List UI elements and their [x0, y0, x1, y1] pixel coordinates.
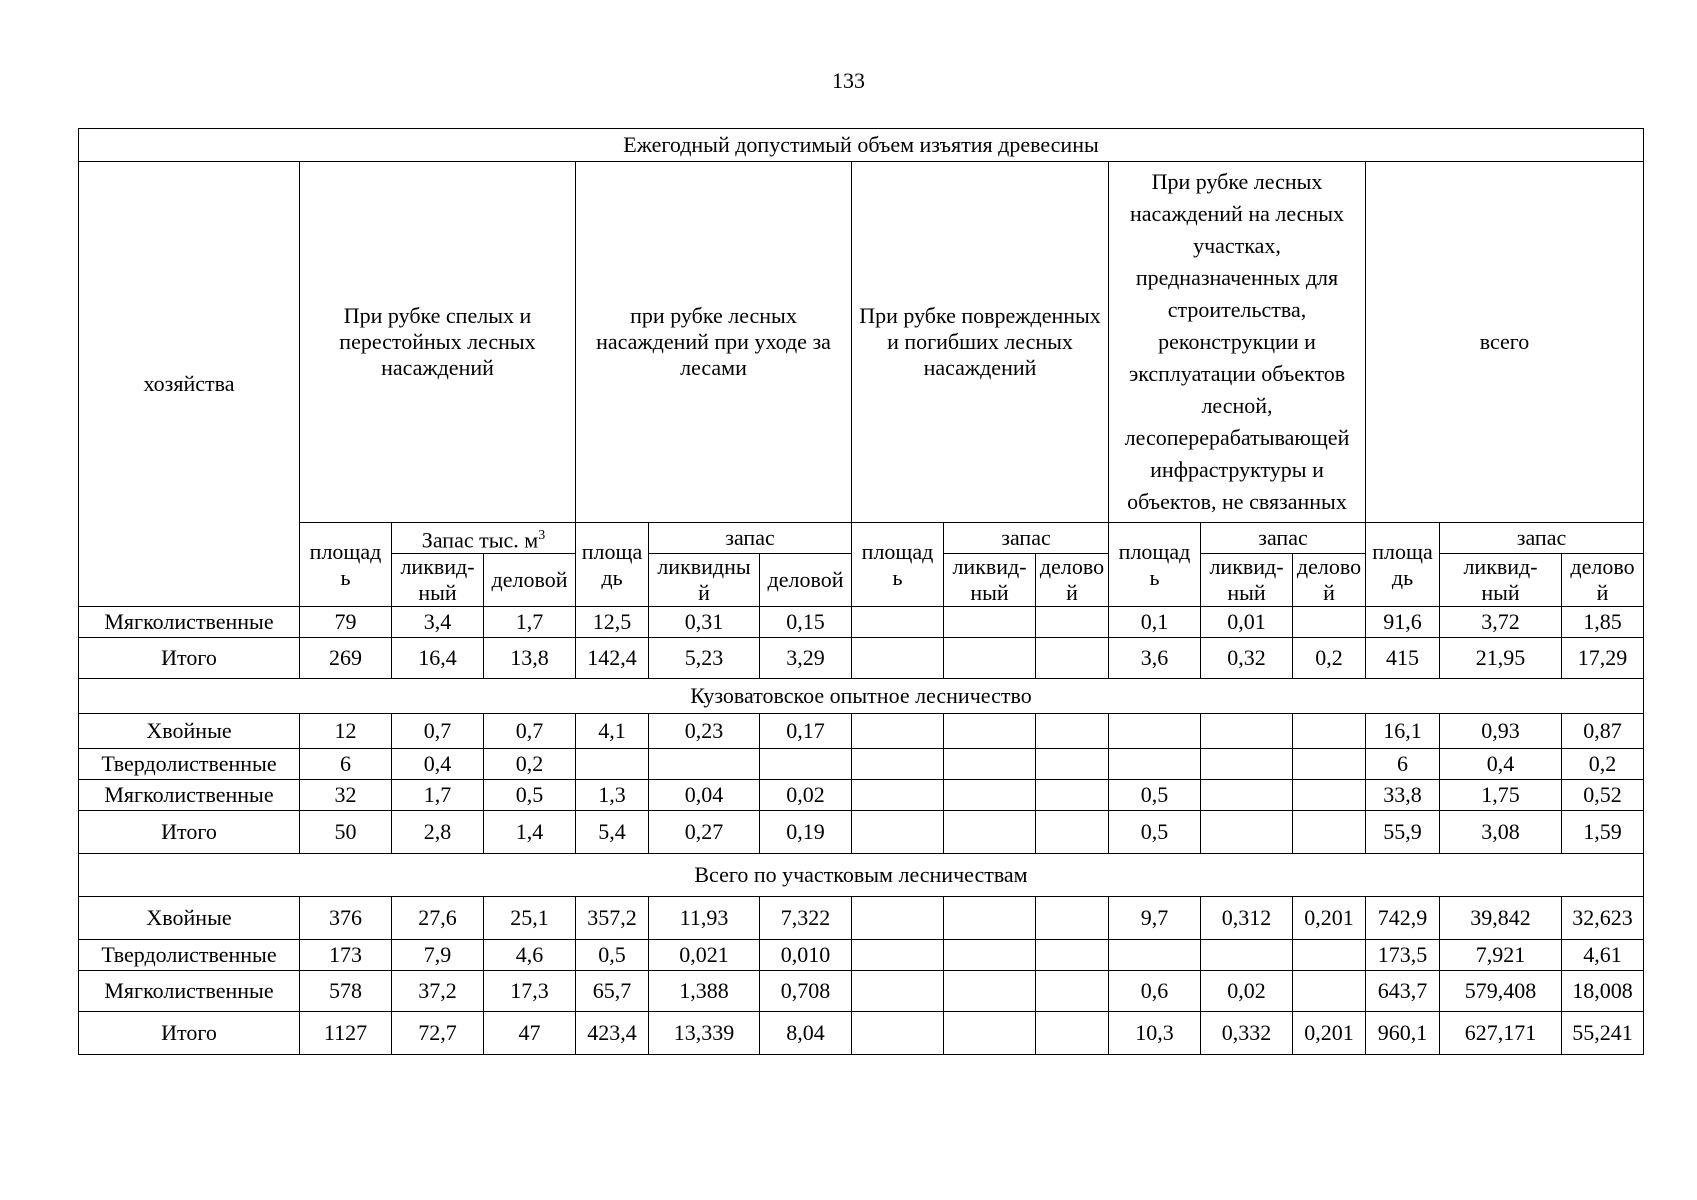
table-cell: [1036, 1012, 1109, 1055]
table-cell: 50: [300, 811, 392, 854]
table-cell: 13,8: [484, 638, 576, 679]
table-cell: 0,23: [649, 714, 760, 749]
table-cell: [1293, 749, 1366, 780]
table-cell: 0,01: [1201, 607, 1293, 638]
table-cell: 0,708: [760, 971, 852, 1012]
business-header: делово й: [1036, 554, 1109, 607]
table-cell: 7,322: [760, 897, 852, 940]
table-cell: 0,7: [484, 714, 576, 749]
row-label: Итого: [79, 1012, 300, 1055]
table-cell: 33,8: [1366, 780, 1440, 811]
table-cell: [1036, 749, 1109, 780]
table-cell: 79: [300, 607, 392, 638]
table-cell: [1293, 780, 1366, 811]
table-cell: [1036, 607, 1109, 638]
table-cell: 6: [300, 749, 392, 780]
liquid-header: ликвид- ный: [944, 554, 1036, 607]
liquid-header: ликвид- ный: [1201, 554, 1293, 607]
table-cell: [1036, 638, 1109, 679]
table-cell: [1201, 940, 1293, 971]
table-cell: 0,332: [1201, 1012, 1293, 1055]
table-row: [79, 940, 1644, 971]
table-cell: 0,87: [1562, 714, 1644, 749]
table-cell: [944, 780, 1036, 811]
table-cell: 10,3: [1109, 1012, 1201, 1055]
timber-harvest-table: [78, 128, 1644, 1055]
table-cell: 1,85: [1562, 607, 1644, 638]
row-label: Мягколиственные: [79, 780, 300, 811]
table-cell: 65,7: [576, 971, 649, 1012]
reserve-header: запас: [1201, 523, 1366, 554]
subheader-row-1: [79, 523, 1644, 554]
table-cell: [1036, 940, 1109, 971]
row-label: Итого: [79, 638, 300, 679]
table-cell: 17,3: [484, 971, 576, 1012]
table-cell: 742,9: [1366, 897, 1440, 940]
table-cell: [944, 607, 1036, 638]
table-row: [79, 607, 1644, 638]
table-cell: 9,7: [1109, 897, 1201, 940]
table-cell: 47: [484, 1012, 576, 1055]
table-cell: [852, 1012, 944, 1055]
group-header-total: всего: [1366, 162, 1644, 523]
table-row: [79, 811, 1644, 854]
table-cell: 3,4: [392, 607, 484, 638]
area-header: площад ь: [300, 523, 392, 607]
table-cell: 0,010: [760, 940, 852, 971]
business-header: деловой: [760, 554, 852, 607]
table-cell: 0,7: [392, 714, 484, 749]
liquid-header: ликвид- ный: [392, 554, 484, 607]
table-cell: 4,1: [576, 714, 649, 749]
table-cell: 0,201: [1293, 897, 1366, 940]
table-cell: 27,6: [392, 897, 484, 940]
table-cell: [1201, 749, 1293, 780]
table-cell: 37,2: [392, 971, 484, 1012]
group-header-care: при рубке лесных насаждений при уходе за лесами: [576, 162, 852, 523]
table-cell: 0,4: [1440, 749, 1562, 780]
table-cell: [944, 1012, 1036, 1055]
row-label: Хвойные: [79, 897, 300, 940]
table-cell: 5,4: [576, 811, 649, 854]
table-cell: 72,7: [392, 1012, 484, 1055]
table-row: [79, 971, 1644, 1012]
table-cell: [852, 714, 944, 749]
liquid-header: ликвид- ный: [1440, 554, 1562, 607]
table-cell: 1,59: [1562, 811, 1644, 854]
table-cell: [1036, 714, 1109, 749]
table-cell: 3,6: [1109, 638, 1201, 679]
table-cell: 415: [1366, 638, 1440, 679]
table-row: [79, 749, 1644, 780]
table-cell: 1,4: [484, 811, 576, 854]
table-cell: 18,008: [1562, 971, 1644, 1012]
table-cell: 643,7: [1366, 971, 1440, 1012]
table-cell: 3,72: [1440, 607, 1562, 638]
table-cell: 0,04: [649, 780, 760, 811]
farm-column-header: хозяйства: [79, 162, 300, 607]
table-cell: 91,6: [1366, 607, 1440, 638]
table-cell: 16,1: [1366, 714, 1440, 749]
table-cell: 0,93: [1440, 714, 1562, 749]
reserve-header: запас: [649, 523, 852, 554]
table-cell: 0,2: [1293, 638, 1366, 679]
business-header: деловой: [484, 554, 576, 607]
table-cell: 12: [300, 714, 392, 749]
page-number: 133: [832, 68, 865, 93]
table-cell: 1,75: [1440, 780, 1562, 811]
table-row: [79, 638, 1644, 679]
table-cell: [852, 749, 944, 780]
business-header: делово й: [1562, 554, 1644, 607]
area-header: площа дь: [1366, 523, 1440, 607]
table-cell: 13,339: [649, 1012, 760, 1055]
table-row: [79, 897, 1644, 940]
table-cell: 1,7: [392, 780, 484, 811]
table-cell: 0,6: [1109, 971, 1201, 1012]
table-cell: 55,9: [1366, 811, 1440, 854]
table-cell: [944, 811, 1036, 854]
reserve-m3-header: [392, 523, 576, 554]
reserve-m3-superscript: 3: [538, 528, 546, 543]
liquid-header: ликвидны й: [649, 554, 760, 607]
table-cell: 8,04: [760, 1012, 852, 1055]
row-label: Твердолиственные: [79, 749, 300, 780]
table-cell: 25,1: [484, 897, 576, 940]
business-header: делово й: [1293, 554, 1366, 607]
table-cell: 1,3: [576, 780, 649, 811]
table-cell: 376: [300, 897, 392, 940]
reserve-header: запас: [1440, 523, 1644, 554]
table-cell: 7,9: [392, 940, 484, 971]
table-cell: 0,17: [760, 714, 852, 749]
table-cell: 579,408: [1440, 971, 1562, 1012]
table-cell: 269: [300, 638, 392, 679]
table-cell: 0,02: [1201, 971, 1293, 1012]
table-cell: 7,921: [1440, 940, 1562, 971]
table-cell: 1127: [300, 1012, 392, 1055]
row-label: Мягколиственные: [79, 971, 300, 1012]
section-row: [79, 679, 1644, 714]
table-cell: 0,1: [1109, 607, 1201, 638]
table-cell: [1293, 940, 1366, 971]
table-cell: [944, 638, 1036, 679]
table-cell: 627,171: [1440, 1012, 1562, 1055]
table-cell: [649, 749, 760, 780]
reserve-m3-label: Запас тыс. м: [421, 527, 539, 553]
table-title-row: [79, 129, 1644, 162]
section-title: Кузоватовское опытное лесничество: [79, 679, 1644, 714]
table-cell: 5,23: [649, 638, 760, 679]
table-cell: 423,4: [576, 1012, 649, 1055]
group-header-row: [79, 162, 1644, 523]
table-cell: [852, 607, 944, 638]
table-cell: [1036, 897, 1109, 940]
section-title: Всего по участковым лесничествам: [79, 854, 1644, 897]
group-header-construction: При рубке лесных насаждений на лесных участках, предназначенных для строительства, реконструкции и эксплуатации объектов лесной, лесоперерабатывающей инфраструктуры и объектов, не связанных: [1109, 162, 1366, 523]
row-label: Хвойные: [79, 714, 300, 749]
table-cell: [1109, 749, 1201, 780]
table-cell: [852, 780, 944, 811]
table-cell: 32: [300, 780, 392, 811]
table-cell: [1201, 811, 1293, 854]
table-cell: 3,08: [1440, 811, 1562, 854]
table-cell: 1,7: [484, 607, 576, 638]
table-title: Ежегодный допустимый объем изъятия древесины: [79, 129, 1644, 162]
table-cell: 2,8: [392, 811, 484, 854]
row-label: Мягколиственные: [79, 607, 300, 638]
table-cell: 0,52: [1562, 780, 1644, 811]
table-cell: [852, 940, 944, 971]
table-cell: 0,02: [760, 780, 852, 811]
table-cell: 142,4: [576, 638, 649, 679]
table-cell: [1201, 714, 1293, 749]
table-cell: [852, 897, 944, 940]
table-cell: [1036, 780, 1109, 811]
table-cell: [1036, 811, 1109, 854]
table-cell: [852, 971, 944, 1012]
table-cell: 0,2: [484, 749, 576, 780]
table-cell: 4,6: [484, 940, 576, 971]
table-cell: [944, 971, 1036, 1012]
table-cell: [760, 749, 852, 780]
table-cell: 173,5: [1366, 940, 1440, 971]
table-cell: 0,32: [1201, 638, 1293, 679]
table-cell: [944, 749, 1036, 780]
table-cell: [944, 897, 1036, 940]
table-cell: 11,93: [649, 897, 760, 940]
table-cell: 0,5: [1109, 811, 1201, 854]
table-cell: 16,4: [392, 638, 484, 679]
table-cell: [1109, 714, 1201, 749]
table-cell: 0,201: [1293, 1012, 1366, 1055]
reserve-header: запас: [944, 523, 1109, 554]
table-cell: 6: [1366, 749, 1440, 780]
table-cell: 12,5: [576, 607, 649, 638]
table-cell: 0,4: [392, 749, 484, 780]
table-cell: [1293, 811, 1366, 854]
table-cell: [1293, 714, 1366, 749]
table-cell: 3,29: [760, 638, 852, 679]
area-header: площад ь: [1109, 523, 1201, 607]
table-cell: 0,2: [1562, 749, 1644, 780]
table-cell: 4,61: [1562, 940, 1644, 971]
table-cell: 578: [300, 971, 392, 1012]
row-label: Твердолиственные: [79, 940, 300, 971]
table-cell: [1293, 971, 1366, 1012]
group-header-damaged: При рубке поврежденных и погибших лесных насаждений: [852, 162, 1109, 523]
table-cell: 55,241: [1562, 1012, 1644, 1055]
table-cell: [852, 811, 944, 854]
table-cell: [944, 940, 1036, 971]
table-cell: 0,19: [760, 811, 852, 854]
group-header-mature: При рубке спелых и перестойных лесных насаждений: [300, 162, 576, 523]
table-cell: 960,1: [1366, 1012, 1440, 1055]
table-cell: 32,623: [1562, 897, 1644, 940]
table-row: [79, 1012, 1644, 1055]
table-cell: 39,842: [1440, 897, 1562, 940]
table-cell: 0,5: [484, 780, 576, 811]
table-cell: [852, 638, 944, 679]
table-cell: [1201, 780, 1293, 811]
table-cell: 0,15: [760, 607, 852, 638]
table-cell: 17,29: [1562, 638, 1644, 679]
table-cell: [1109, 940, 1201, 971]
section-row: [79, 854, 1644, 897]
table-cell: 173: [300, 940, 392, 971]
table-cell: [1036, 971, 1109, 1012]
table-cell: 0,5: [576, 940, 649, 971]
table-cell: 0,31: [649, 607, 760, 638]
table-cell: 0,5: [1109, 780, 1201, 811]
table-cell: [1293, 607, 1366, 638]
table-cell: [576, 749, 649, 780]
table-cell: 0,021: [649, 940, 760, 971]
table-cell: 0,27: [649, 811, 760, 854]
table-row: [79, 780, 1644, 811]
table-cell: 21,95: [1440, 638, 1562, 679]
table-cell: 0,312: [1201, 897, 1293, 940]
area-header: площад ь: [852, 523, 944, 607]
row-label: Итого: [79, 811, 300, 854]
table-cell: [944, 714, 1036, 749]
area-header: площа дь: [576, 523, 649, 607]
table-cell: 1,388: [649, 971, 760, 1012]
table-row: [79, 714, 1644, 749]
table-cell: 357,2: [576, 897, 649, 940]
